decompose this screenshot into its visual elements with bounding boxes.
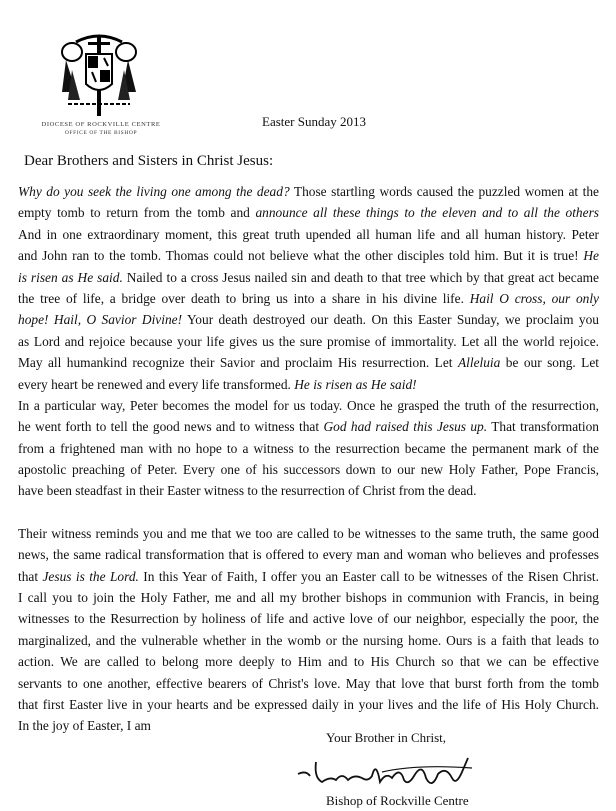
letter-date: Easter Sunday 2013 (262, 114, 366, 129)
text-line (18, 694, 599, 715)
text-span: servants to one another, effective bearers of Christ's love. May that love that burst forth from the tomb (18, 675, 599, 691)
text-span: That transformation (487, 419, 599, 435)
text-span: the tree of life, a bridge over death to bring us into a share in his divine life. (18, 290, 470, 306)
text-span: In a particular way, Peter becomes the model for us today. Once he grasped the truth of the resurrection, (18, 397, 599, 413)
text-span: be our song. Let (500, 355, 599, 371)
paragraph-gap (18, 502, 599, 523)
text-span: May all humankind recognize their Savior and proclaim His resurrection. Let (18, 355, 458, 371)
text-line (18, 374, 599, 395)
text-span: from a frightened man with no hope to a witness to the resurrection became the permanent mark of the (18, 440, 599, 456)
text-span: every heart be renewed and every life transformed. (18, 376, 295, 392)
text-line (18, 630, 599, 651)
text-line (18, 459, 599, 480)
text-line (18, 245, 599, 266)
text-span: And in one extraordinary moment, this great truth upended all human life and all human history. Peter (18, 226, 599, 242)
text-span: that (18, 568, 43, 584)
italic-text: Why do you seek the living one among the dead? (18, 184, 290, 199)
text-span: witnesses to the Resurrection by holiness of life and active love of our neighbor, especially the poor, the (18, 611, 599, 627)
text-line (18, 673, 599, 694)
closing: Your Brother in Christ, (326, 730, 447, 745)
text-span: apostolic preaching of Peter. Every one of his successors down to our new Holy Father, Pope Francis, (18, 462, 599, 478)
text-line (18, 608, 599, 629)
italic-text: is risen as He said. (18, 269, 123, 285)
diocese-name-line: DIOCESE OF ROCKVILLE CENTRE (41, 121, 161, 128)
text-line (18, 395, 599, 416)
text-span: Nailed to a cross Jesus nailed sin and death to that tree which by that great act became (122, 269, 599, 285)
italic-text: announce all these things to the eleven and to all the others (255, 205, 599, 221)
text-span: In this Year of Faith, I offer you an Easter call to be witnesses of the Risen Christ. (138, 568, 599, 584)
text-span: have been steadfast in their Easter witness to the resurrection of Christ from the dead. (18, 483, 477, 499)
signer-title: Bishop of Rockville Centre (326, 793, 469, 808)
text-span: marginalized, and the vulnerable whether in the womb or the nursing home. Ours is a faith that leads to (18, 632, 599, 648)
text-line (18, 480, 599, 501)
italic-text: Hail O cross, our only (469, 290, 599, 306)
text-span: action. We are called to belong more deeply to Him and to His Church so that we can be effective (18, 654, 599, 670)
text-line (18, 416, 599, 437)
text-line (18, 181, 599, 202)
text-span: Your death destroyed our death. On this Easter Sunday, we proclaim you (182, 312, 599, 328)
coat-of-arms-logo (58, 30, 140, 116)
text-line (18, 202, 599, 223)
text-span: Those startling words caused the puzzled women at the (289, 184, 599, 199)
text-line (18, 566, 599, 587)
italic-text: He is risen as He said! (294, 376, 417, 392)
text-span: and John ran to the tomb. Thomas could not believe what the other disciples told him. But it is true! (18, 248, 584, 264)
text-span: that first Easter live in your hearts and be expressed daily in your lives and the life of His Holy Church. (18, 696, 599, 712)
text-line (18, 352, 599, 373)
italic-text: He (583, 248, 599, 264)
office-name-line: OFFICE OF THE BISHOP (64, 130, 138, 136)
diocese-name (26, 120, 176, 138)
salutation: Dear Brothers and Sisters in Christ Jesus: (24, 153, 274, 169)
text-span: he went forth to tell the good news and to witness that (18, 419, 324, 435)
text-line (18, 309, 599, 330)
text-line (18, 587, 599, 608)
text-line (18, 331, 599, 352)
text-line (18, 651, 599, 672)
italic-text: God had raised this Jesus up. (323, 419, 488, 435)
text-span: news, the same radical transformation that is offered to every man and woman who believes and professes (18, 547, 599, 563)
text-span: as Lord and rejoice because your life gives us the sure promise of immortality. Let all the world rejoice. (18, 333, 599, 349)
italic-text: Jesus is the Lord. (42, 568, 139, 584)
letter-body (18, 181, 599, 737)
italic-text: Alleluia (457, 355, 501, 371)
text-span: In the joy of Easter, I am (18, 718, 151, 734)
text-line (18, 544, 599, 565)
text-line (18, 715, 599, 736)
text-span: I call you to join the Holy Father, me and all my brother bishops in communion with Francis, in being (18, 590, 599, 606)
text-span: Their witness reminds you and me that we too are called to be witnesses to the same truth, the same good (18, 525, 599, 541)
text-span: empty tomb to return from the tomb and (18, 205, 256, 221)
text-line (18, 288, 599, 309)
italic-text: hope! Hail, O Savior Divine! (18, 312, 183, 328)
text-line (18, 267, 599, 288)
text-line (18, 224, 599, 245)
handwritten-signature (296, 752, 476, 794)
text-line (18, 523, 599, 544)
text-line (18, 438, 599, 459)
